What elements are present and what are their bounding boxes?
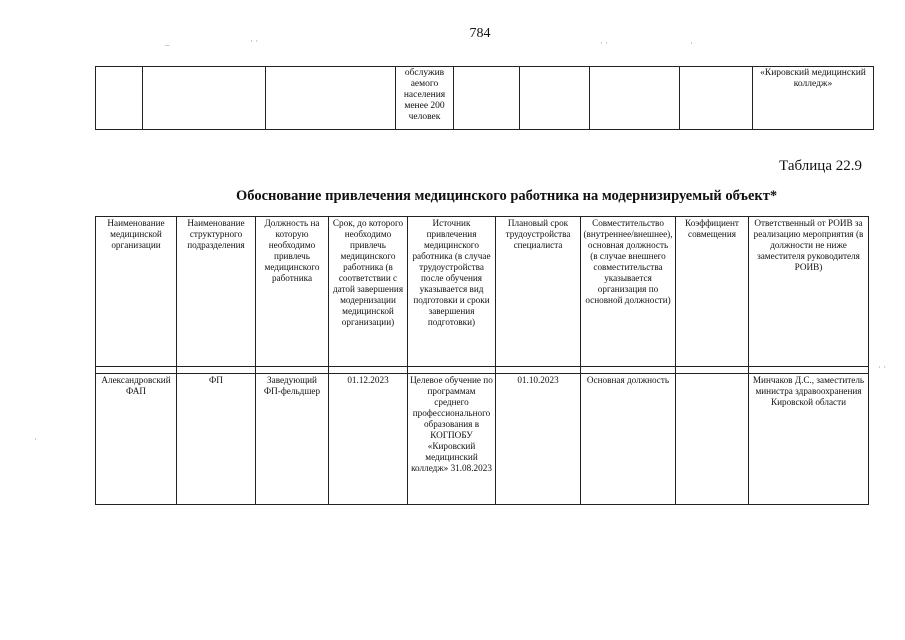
- table-number: Таблица 22.9: [779, 158, 862, 174]
- cell-coefficient: [676, 374, 749, 505]
- scan-artifact: · ·: [600, 38, 609, 48]
- cell-planned-date: 01.10.2023: [496, 374, 581, 505]
- previous-table-fragment: [95, 66, 874, 130]
- cell-subdivision: ФП: [177, 374, 256, 505]
- fragment-cell: [143, 67, 266, 130]
- header-cell: Ответственный от РОИВ за реализацию мероприятия (в должности не ниже заместителя руководителя РОИВ): [749, 217, 869, 367]
- header-cell: Срок, до которого необходимо привлечь медицинского работника (в соответствии с датой завершения модернизации медицинской организации): [329, 217, 408, 367]
- scan-artifact: · ·: [250, 36, 259, 46]
- fragment-cell-population: обслужив аемого населения менее 200 человек: [396, 67, 454, 130]
- scan-artifact: ·: [690, 38, 693, 48]
- header-cell: Плановый срок трудоустройства специалиста: [496, 217, 581, 367]
- fragment-cell: [454, 67, 520, 130]
- spacer-row: [96, 367, 869, 374]
- cell-employment-type: Основная должность: [581, 374, 676, 505]
- header-cell: Коэффициент совмещения: [676, 217, 749, 367]
- staffing-table: [95, 216, 869, 505]
- header-cell: Должность на которую необходимо привлечь медицинского работника: [256, 217, 329, 367]
- fragment-cell: [96, 67, 143, 130]
- cell-responsible: Минчаков Д.С., заместитель министра здравоохранения Кировской области: [749, 374, 869, 505]
- header-cell: Источник привлечения медицинского работника (в случае трудоустройства после обучения указывается вид подготовки и сроки завершения подготовки): [408, 217, 496, 367]
- table-title: Обоснование привлечения медицинского работника на модернизируемый объект*: [236, 188, 778, 204]
- fragment-cell: [680, 67, 753, 130]
- cell-organization: Александровский ФАП: [96, 374, 177, 505]
- table-row: [96, 374, 869, 505]
- fragment-cell: [590, 67, 680, 130]
- header-cell: Наименование структурного подразделения: [177, 217, 256, 367]
- fragment-cell: [520, 67, 590, 130]
- fragment-cell: [266, 67, 396, 130]
- fragment-cell-college: «Кировский медицинский колледж»: [753, 67, 874, 130]
- scan-artifact: · ·: [878, 362, 887, 372]
- cell-position: Заведующий ФП-фельдшер: [256, 374, 329, 505]
- header-row: [96, 217, 869, 367]
- page-number: 784: [469, 26, 491, 41]
- header-cell: Совместительство (внутреннее/внешнее), основная должность (в случае внешнего совместительства указывается организация по основной должности): [581, 217, 676, 367]
- cell-deadline: 01.12.2023: [329, 374, 408, 505]
- scan-artifact: ·: [34, 434, 37, 444]
- cell-source: Целевое обучение по программам среднего профессионального образования в КОГПОБУ «Кировский медицинский колледж» 31.08.2023: [408, 374, 496, 505]
- scan-artifact: –: [165, 40, 170, 50]
- header-cell: Наименование медицинской организации: [96, 217, 177, 367]
